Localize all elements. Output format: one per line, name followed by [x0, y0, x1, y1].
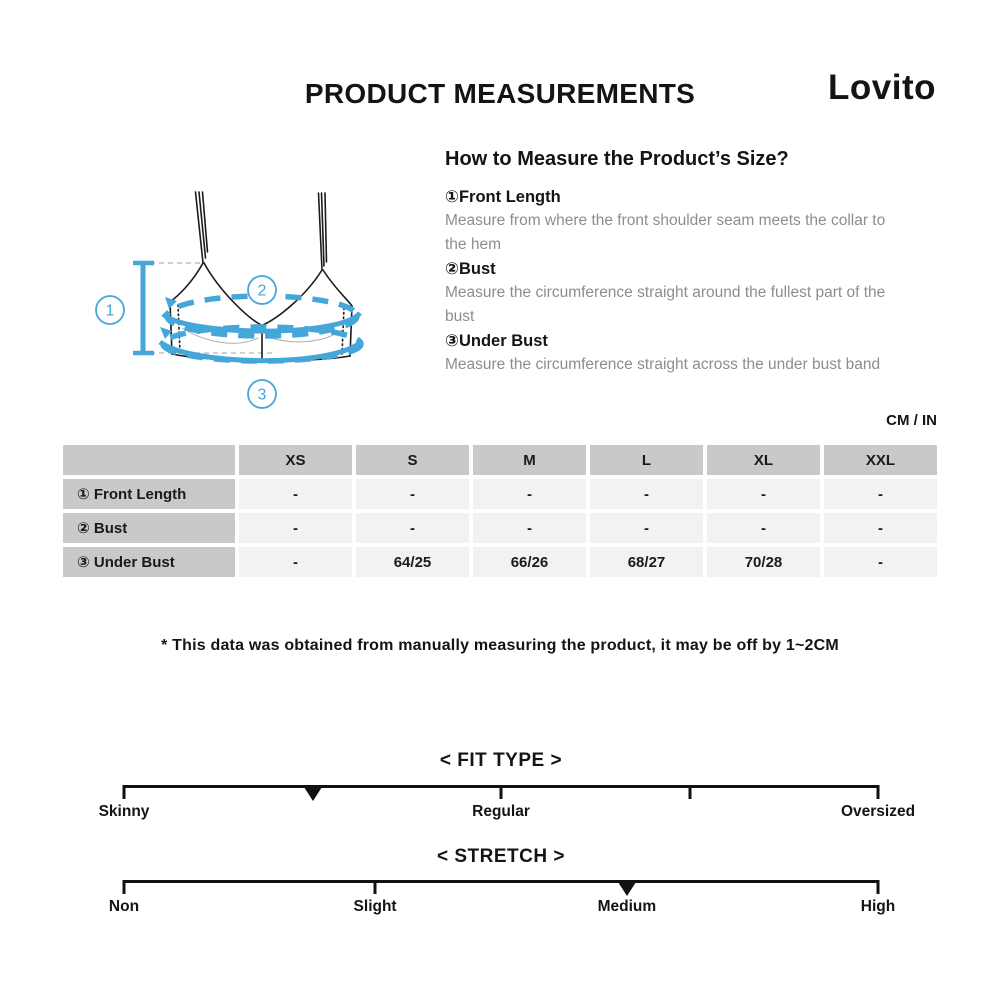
scale-tick: [123, 880, 126, 894]
row-label: ① Front Length: [63, 479, 235, 509]
fit-type-track: [124, 785, 878, 801]
table-cell: -: [356, 513, 469, 543]
stretch-track: [124, 880, 878, 896]
scale-label: Slight: [353, 898, 397, 915]
table-header-cell: XS: [239, 445, 352, 475]
scale-line: [124, 880, 878, 883]
table-header-cell: XL: [707, 445, 820, 475]
scale-tick: [877, 880, 880, 894]
table-cell: -: [590, 513, 703, 543]
measure-item-label: ②Bust: [445, 260, 496, 278]
how-to-measure-title: How to Measure the Product’s Size?: [445, 148, 789, 170]
callout-2: [248, 276, 276, 304]
stretch-title: < STRETCH >: [437, 846, 565, 867]
table-cell: 66/26: [473, 547, 586, 577]
callout-1: [96, 296, 124, 324]
page-title: PRODUCT MEASUREMENTS: [304, 78, 696, 109]
table-cell: -: [356, 479, 469, 509]
scale-label: Oversized: [840, 803, 916, 820]
scale-label: Skinny: [98, 803, 150, 820]
scale-label: Regular: [472, 803, 530, 820]
svg-text:3: 3: [257, 386, 267, 404]
table-cell: 68/27: [590, 547, 703, 577]
callout-3: [248, 380, 276, 408]
table-row: [63, 513, 937, 543]
row-label: ② Bust: [63, 513, 235, 543]
scale-tick: [877, 785, 880, 799]
table-row: [63, 547, 937, 577]
table-cell: -: [590, 479, 703, 509]
table-cell: -: [824, 547, 937, 577]
bra-measurement-diagram: [75, 175, 405, 420]
table-cell: -: [239, 513, 352, 543]
table-header-cell: L: [590, 445, 703, 475]
units-label: CM / IN: [886, 412, 937, 429]
table-cell: -: [473, 513, 586, 543]
fit-type-marker-triangle: [304, 787, 322, 801]
underbust-arrowhead: [160, 327, 172, 339]
size-table: [59, 441, 941, 581]
table-row: [63, 479, 937, 509]
front-length-measure-line: [133, 263, 154, 353]
table-cell: -: [239, 479, 352, 509]
how-to-measure-section: [445, 146, 915, 377]
table-cell: -: [239, 547, 352, 577]
table-cell: -: [707, 479, 820, 509]
measurement-disclaimer: * This data was obtained from manually measuring the product, it may be off by 1~2CM: [161, 637, 839, 654]
table-cell: 70/28: [707, 547, 820, 577]
brand-logo: Lovito: [828, 68, 936, 107]
measure-item-label: ③Under Bust: [445, 332, 548, 350]
fit-type-title: < FIT TYPE >: [439, 750, 563, 771]
table-cell: -: [473, 479, 586, 509]
table-header-cell: [63, 445, 235, 475]
scale-tick: [688, 785, 691, 799]
measure-item-desc: Measure the circumference straight across the under bust band: [445, 356, 881, 373]
table-cell: -: [824, 513, 937, 543]
scale-label: High: [860, 898, 896, 915]
measure-item-label: ①Front Length: [445, 188, 561, 206]
measure-item-desc: Measure from where the front shoulder seam meets the collar to the hem: [445, 212, 886, 253]
row-label: ③ Under Bust: [63, 547, 235, 577]
stretch-marker-triangle: [618, 882, 636, 896]
table-cell: 64/25: [356, 547, 469, 577]
table-cell: -: [707, 513, 820, 543]
table-cell: -: [824, 479, 937, 509]
scale-label: Medium: [597, 898, 657, 915]
table-header-cell: S: [356, 445, 469, 475]
scale-tick: [374, 880, 377, 894]
svg-text:1: 1: [105, 302, 115, 320]
measure-item-desc: Measure the circumference straight around the fullest part of the bust: [445, 284, 886, 325]
table-header-row: [63, 445, 937, 475]
scale-tick: [500, 785, 503, 799]
table-header-cell: M: [473, 445, 586, 475]
scale-label: Non: [108, 898, 140, 915]
svg-text:2: 2: [257, 282, 267, 300]
scale-tick: [123, 785, 126, 799]
table-header-cell: XXL: [824, 445, 937, 475]
